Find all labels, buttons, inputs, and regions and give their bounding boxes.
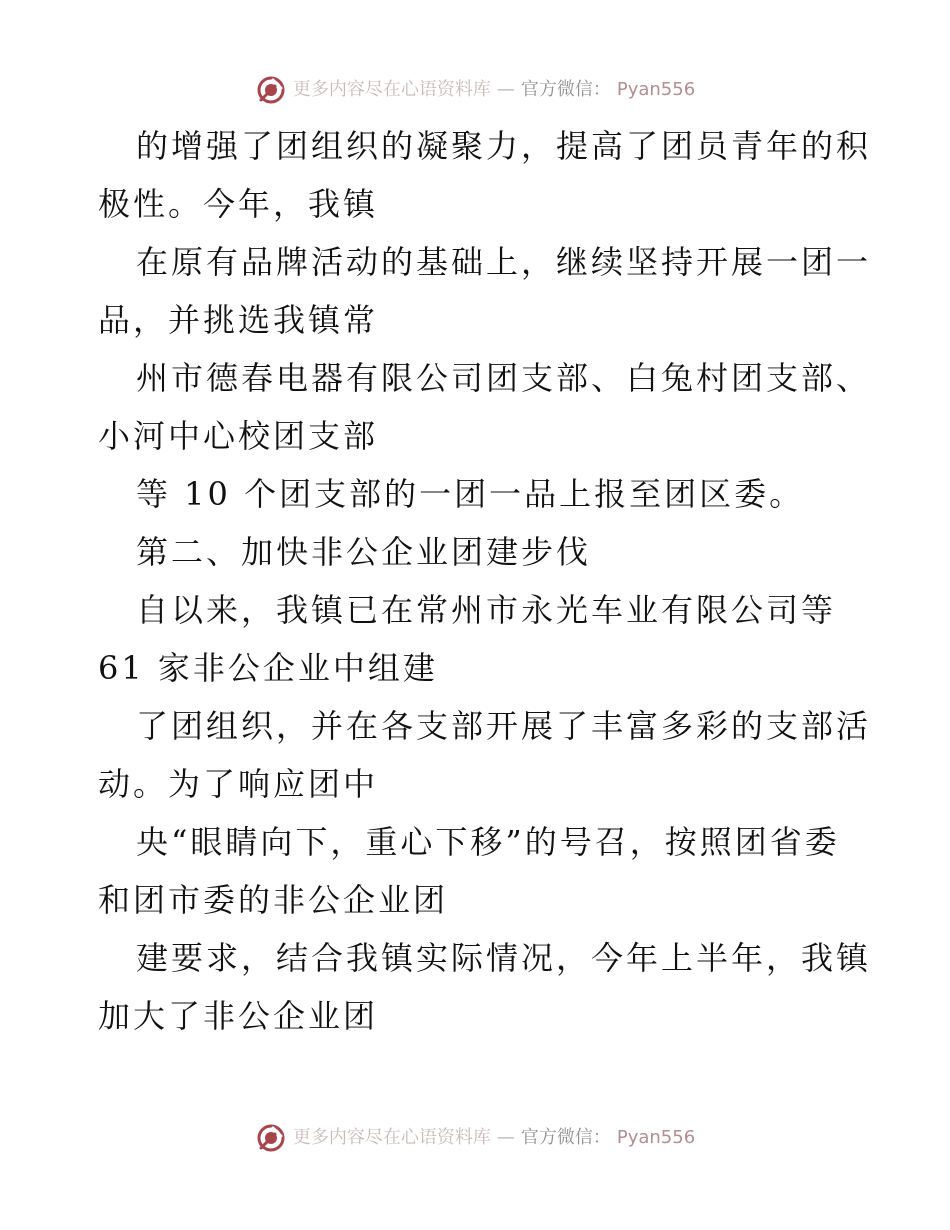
brand-separator: — bbox=[496, 1127, 515, 1148]
text-line: 在原有品牌活动的基础上，继续坚持开展一团一 bbox=[136, 243, 872, 281]
text-line: 和团市委的非公企业团 bbox=[98, 881, 449, 919]
brand-watermark bbox=[255, 74, 695, 106]
pen-emblem-icon bbox=[255, 1122, 287, 1154]
text-line: 61 家非公企业中组建 bbox=[98, 649, 438, 687]
text-line: 建要求，结合我镇实际情况，今年上半年，我镇 bbox=[136, 939, 872, 977]
text-line: 央“眼睛向下，重心下移”的号召，按照团省委 bbox=[136, 823, 840, 861]
wechat-id: Pyan556 bbox=[616, 79, 696, 100]
text-line: 动。为了响应团中 bbox=[98, 765, 379, 803]
text-line: 州市德春电器有限公司团支部、白兔村团支部、 bbox=[136, 359, 872, 397]
section-heading: 第二、加快非公企业团建步伐 bbox=[136, 533, 592, 571]
brand-text: 更多内容尽在心语资料库 bbox=[292, 1127, 491, 1148]
wechat-label: 官方微信： bbox=[520, 79, 611, 100]
text-line: 加大了非公企业团 bbox=[98, 997, 379, 1035]
page-header bbox=[0, 70, 950, 110]
page-footer bbox=[0, 1118, 950, 1158]
text-line: 小河中心校团支部 bbox=[98, 417, 379, 455]
text-line: 品，并挑选我镇常 bbox=[98, 301, 379, 339]
wechat-id: Pyan556 bbox=[616, 1127, 696, 1148]
brand-separator: — bbox=[496, 79, 515, 100]
text-line: 了团组织，并在各支部开展了丰富多彩的支部活 bbox=[136, 707, 872, 745]
pen-emblem-icon bbox=[255, 74, 287, 106]
document-body bbox=[98, 124, 872, 1052]
text-line: 极性。今年，我镇 bbox=[98, 185, 379, 223]
text-line: 的增强了团组织的凝聚力，提高了团员青年的积 bbox=[136, 127, 872, 165]
brand-text: 更多内容尽在心语资料库 bbox=[292, 79, 491, 100]
text-line: 等 10 个团支部的一团一品上报至团区委。 bbox=[136, 475, 805, 513]
brand-watermark bbox=[255, 1122, 695, 1154]
text-line: 自以来，我镇已在常州市永光车业有限公司等 bbox=[136, 591, 837, 629]
wechat-label: 官方微信： bbox=[520, 1127, 611, 1148]
